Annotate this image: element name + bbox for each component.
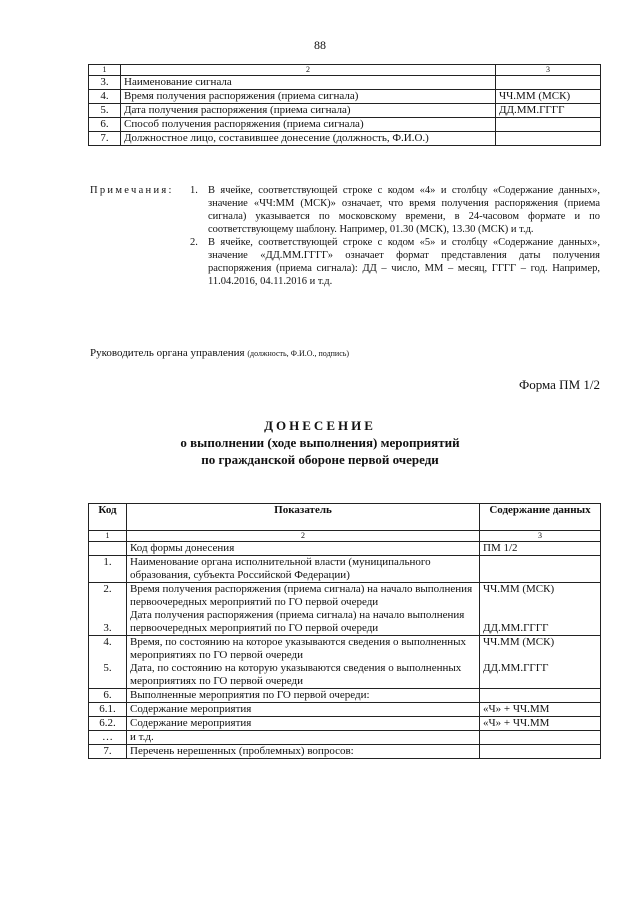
row-code-a: 4. — [103, 636, 112, 648]
column-number: 3 — [496, 65, 601, 76]
row-indicator: Должностное лицо, составившее донесение (должность, Ф.И.О.) — [121, 132, 496, 146]
header-code: Код — [89, 504, 127, 531]
row-code: 1. — [89, 556, 127, 583]
row-indicator: и т.д. — [127, 731, 480, 745]
column-number: 2 — [121, 65, 496, 76]
note-number: 2. — [190, 237, 198, 248]
row-value — [480, 636, 601, 689]
row-value — [480, 556, 601, 583]
table-row — [89, 583, 601, 636]
table-row — [89, 636, 601, 689]
row-code: 3. — [89, 76, 121, 90]
table-row — [89, 90, 601, 104]
column-number: 1 — [89, 65, 121, 76]
page-number: 88 — [314, 38, 326, 52]
row-value — [496, 118, 601, 132]
row-indicator: Время получения распоряжения (приема сигнала) — [121, 90, 496, 104]
column-numbers-row — [89, 531, 601, 542]
table-continued — [88, 64, 601, 146]
row-code: 5. — [89, 104, 121, 118]
row-code — [89, 542, 127, 556]
row-text-b: Дата, по состоянию на которую указываются сведения о выполненных мероприятиях по ГО первой очереди — [130, 662, 462, 687]
row-indicator — [127, 583, 480, 636]
spacer — [92, 596, 123, 622]
table-row — [89, 745, 601, 759]
signature-note: (должность, Ф.И.О., подпись) — [247, 349, 350, 358]
report-table — [88, 503, 601, 759]
table-row — [89, 118, 601, 132]
table-row — [89, 104, 601, 118]
note-text: В ячейке, соответствующей строке с кодом «5» и столбцу «Содержание данных», значение «ДД.ММ.ГГГГ» означает формат представления даты получения распоряжения (приема сигнала): ДД – число, ММ – месяц, ГГГГ – год. Например, 11.04.2016, 04.11.2016 и т.д. — [208, 237, 600, 287]
table-row — [89, 556, 601, 583]
row-value — [480, 731, 601, 745]
row-value-b: ДД.ММ.ГГГГ — [483, 622, 549, 634]
note-number: 1. — [190, 185, 198, 196]
row-code-a: 2. — [103, 583, 112, 595]
notes-label: Примечания: — [90, 185, 174, 196]
column-number: 3 — [480, 531, 601, 542]
row-value-b: ДД.ММ.ГГГГ — [483, 662, 549, 674]
title-line-1: о выполнении (ходе выполнения) мероприятий — [180, 435, 460, 450]
row-code: 7. — [89, 132, 121, 146]
header-indicator: Показатель — [127, 504, 480, 531]
header-value: Содержание данных — [480, 504, 601, 531]
table-header-row — [89, 504, 601, 531]
row-indicator: Выполненные мероприятия по ГО первой очереди: — [127, 689, 480, 703]
row-indicator: Перечень нерешенных (проблемных) вопросов: — [127, 745, 480, 759]
row-indicator: Наименование сигнала — [121, 76, 496, 90]
row-code — [89, 583, 127, 636]
note-item — [190, 184, 600, 236]
column-number: 1 — [89, 531, 127, 542]
row-indicator: Наименование органа исполнительной власти (муниципального образования, субъекта Российской Федерации) — [127, 556, 480, 583]
spacer — [92, 649, 123, 662]
row-indicator: Код формы донесения — [127, 542, 480, 556]
row-code: 6.2. — [89, 717, 127, 731]
row-text-a: Время, по состоянию на которое указываются сведения о выполненных мероприятиях по ГО первой очереди — [130, 636, 466, 661]
row-indicator: Способ получения распоряжения (приема сигнала) — [121, 118, 496, 132]
row-code: 4. — [89, 90, 121, 104]
note-item — [190, 236, 600, 288]
row-value: «Ч» + ЧЧ.ММ — [480, 703, 601, 717]
row-indicator: Содержание мероприятия — [127, 703, 480, 717]
row-value — [496, 132, 601, 146]
column-number: 2 — [127, 531, 480, 542]
table-header-row — [89, 65, 601, 76]
row-value: ПМ 1/2 — [480, 542, 601, 556]
table-row — [89, 703, 601, 717]
row-value — [480, 745, 601, 759]
document-title — [0, 418, 640, 468]
row-code — [89, 636, 127, 689]
table-row — [89, 76, 601, 90]
table-row — [89, 717, 601, 731]
row-code: 6. — [89, 118, 121, 132]
row-indicator — [127, 636, 480, 689]
row-value: ЧЧ.ММ (МСК) — [496, 90, 601, 104]
row-value: ДД.ММ.ГГГГ — [496, 104, 601, 118]
spacer — [483, 596, 597, 622]
note-text: В ячейке, соответствующей строке с кодом «4» и столбцу «Содержание данных», значение «ЧЧ:ММ (МСК)» означает, что время получения распоряжения (приема сигнала) указывается по московскому времени, в 24-часовом формате и по соответствующему шаблону. Например, 01.30 (МСК), 13.30 (МСК) и т.д. — [208, 185, 600, 235]
row-value-a: ЧЧ.ММ (МСК) — [483, 583, 555, 595]
table-row — [89, 689, 601, 703]
row-value — [480, 689, 601, 703]
row-code: 6. — [89, 689, 127, 703]
row-value — [480, 583, 601, 636]
signature-line — [90, 347, 349, 359]
row-code: … — [89, 731, 127, 745]
spacer — [483, 649, 597, 662]
title-main: ДОНЕСЕНИЕ — [264, 418, 376, 433]
row-code: 7. — [89, 745, 127, 759]
table-row — [89, 731, 601, 745]
row-indicator: Дата получения распоряжения (приема сигнала) — [121, 104, 496, 118]
row-value — [496, 76, 601, 90]
title-line-2: по гражданской обороне первой очереди — [201, 452, 439, 467]
row-text-b: Дата получения распоряжения (приема сигнала) на начало выполнения первоочередных мероприятий по ГО первой очереди — [130, 609, 465, 634]
row-code: 6.1. — [89, 703, 127, 717]
row-value-a: ЧЧ.ММ (МСК) — [483, 636, 555, 648]
signature-label: Руководитель органа управления — [90, 347, 245, 359]
row-text-a: Время получения распоряжения (приема сигнала) на начало выполнения первоочередных мероприятий по ГО первой очереди — [130, 583, 473, 608]
table-row — [89, 542, 601, 556]
row-indicator: Содержание мероприятия — [127, 717, 480, 731]
table-row — [89, 132, 601, 146]
row-code-b: 3. — [103, 622, 112, 634]
form-id: Форма ПМ 1/2 — [518, 377, 600, 392]
row-value: «Ч» + ЧЧ.ММ — [480, 717, 601, 731]
row-code-b: 5. — [103, 662, 112, 674]
